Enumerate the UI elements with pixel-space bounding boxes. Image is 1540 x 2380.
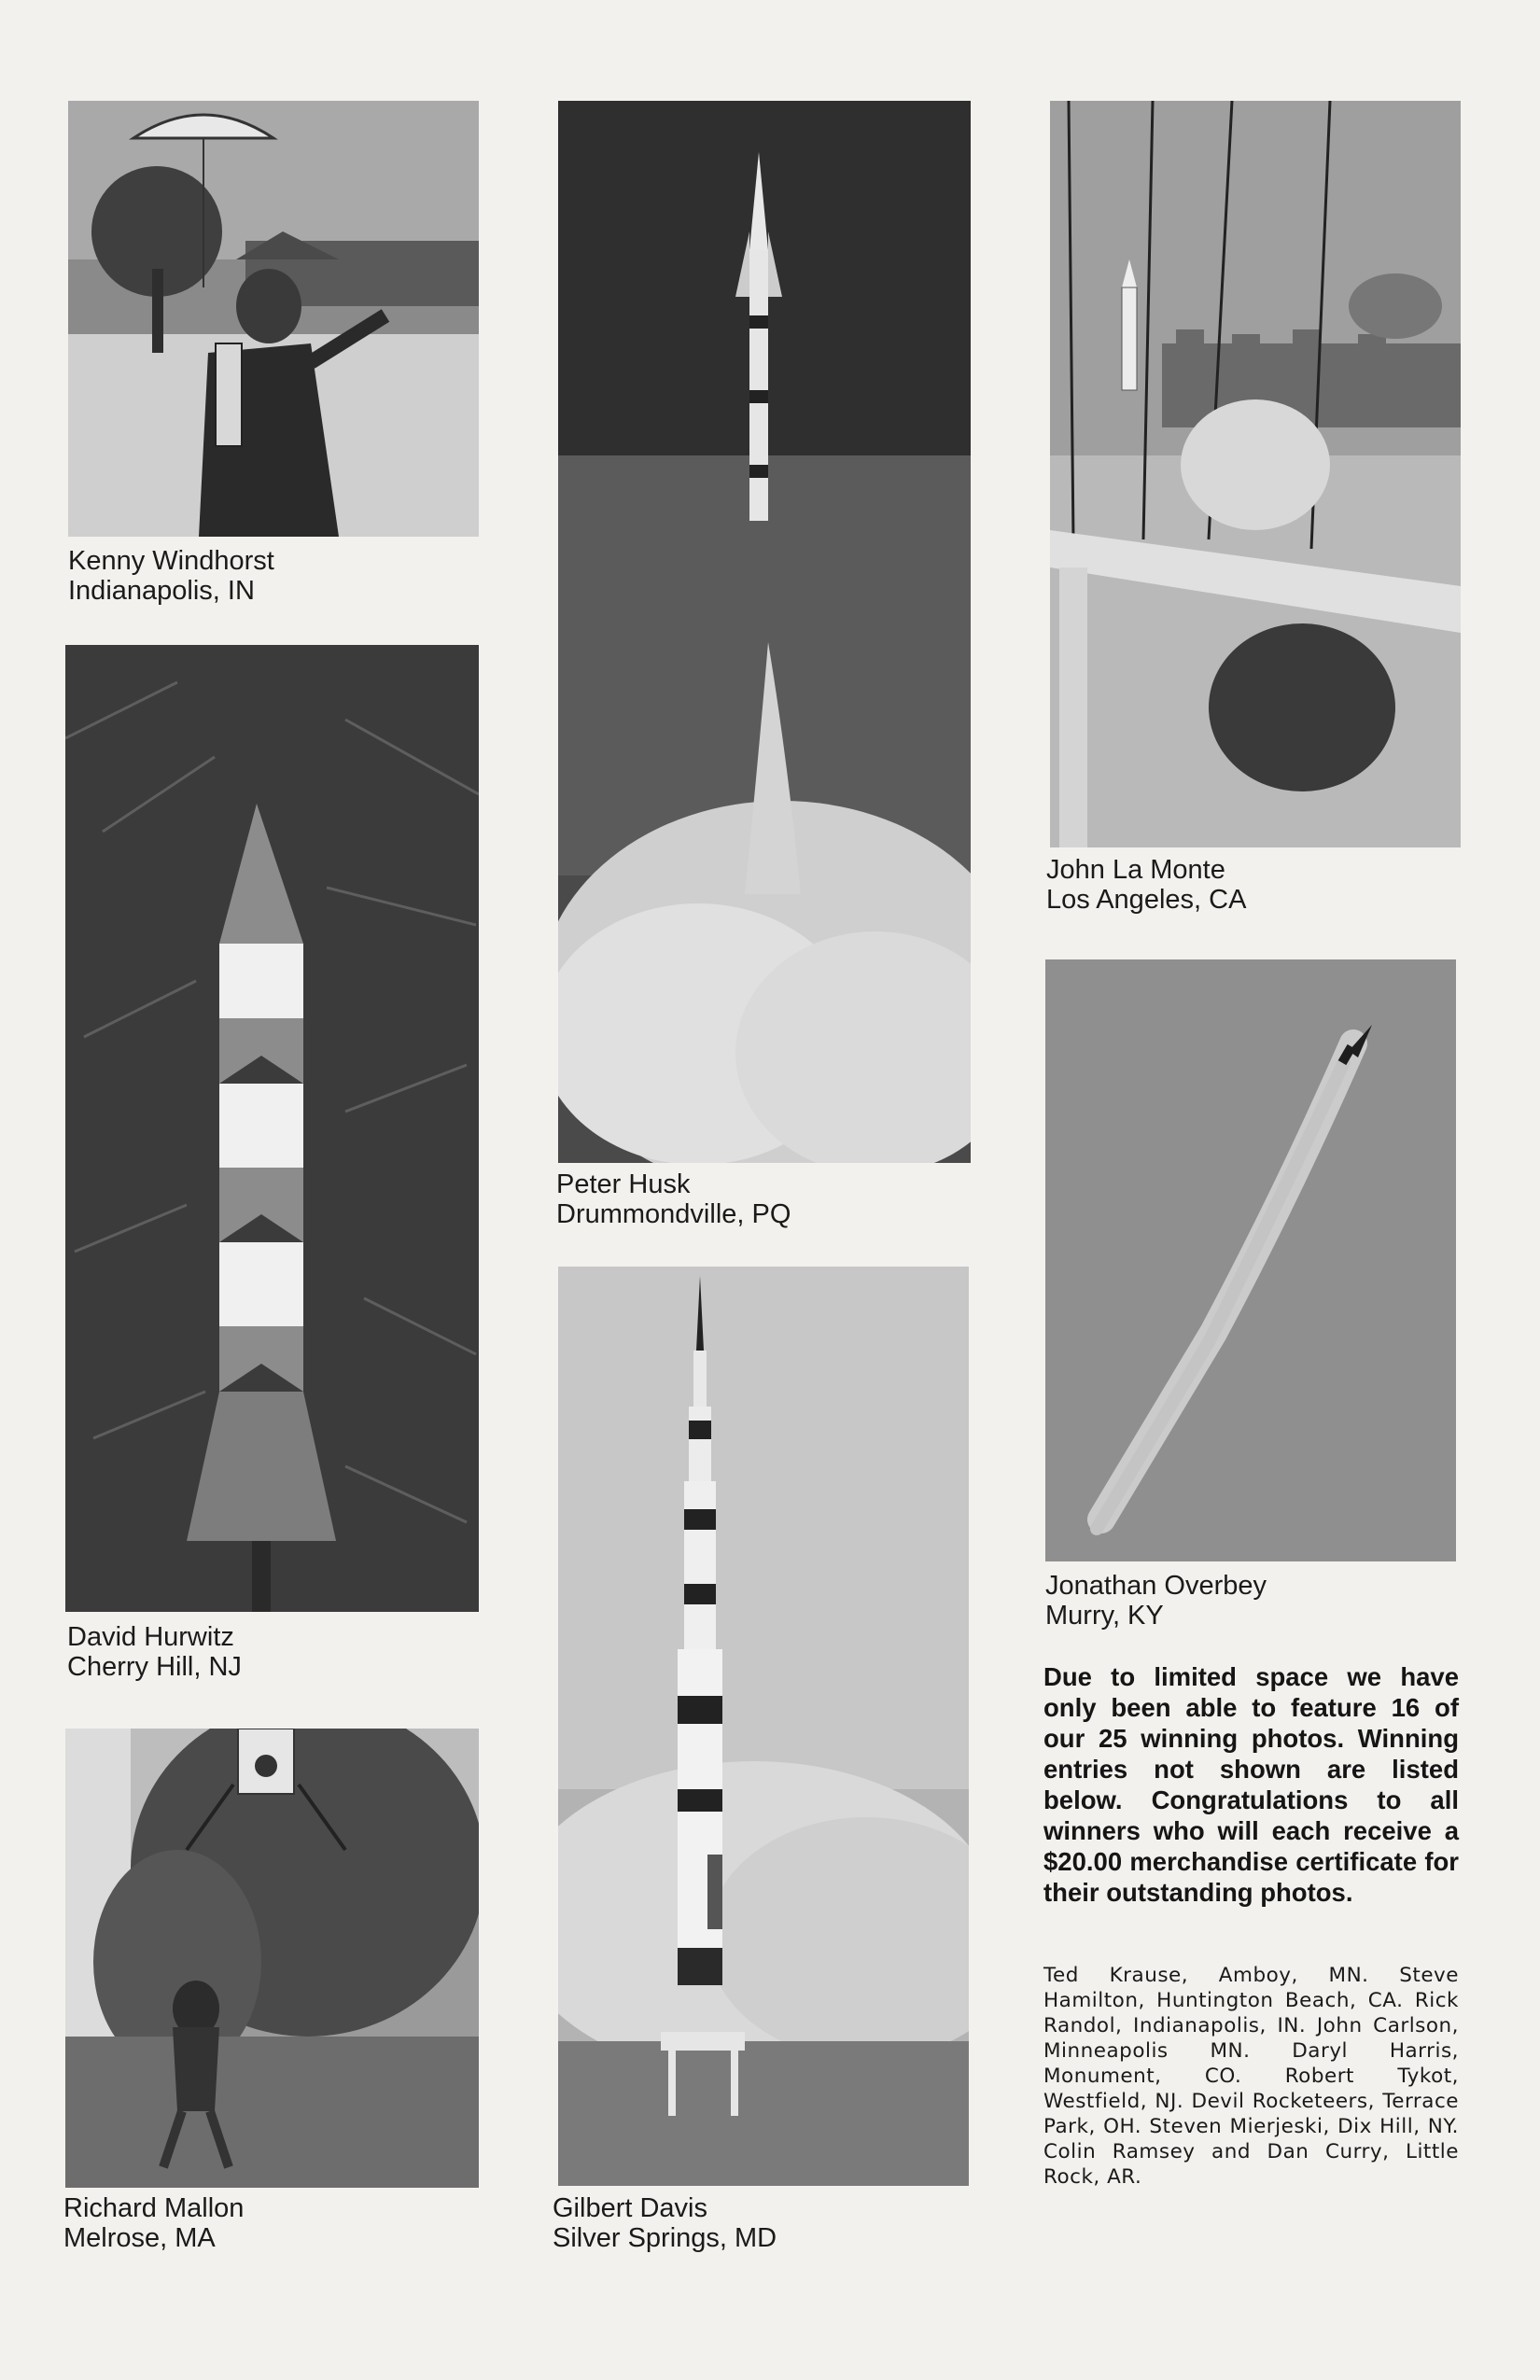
photo-richard-mallon [65, 1729, 479, 2188]
other-winners-list: Ted Krause, Amboy, MN. Steve Hamilton, Huntington Beach, CA. Rick Randol, Indianapolis, IN. John Carlson, Minneapolis MN. Daryl Harris, Monument, CO. Robert Tykot, Westfield, NJ. Devil Rocketeers, Terrace Park, OH. Steven Mierjeski, Dix Hill, NY. Colin Ramsey and Dan Curry, Little Rock, AR. [1043, 1964, 1459, 2189]
photographer-name: Jonathan Overbey [1045, 1571, 1267, 1601]
caption-kenny-windhorst [68, 546, 274, 606]
caption-gilbert-davis [553, 2193, 777, 2253]
photo-david-hurwitz [65, 645, 479, 1612]
caption-john-la-monte [1046, 855, 1246, 915]
photographer-name: Gilbert Davis [553, 2193, 707, 2223]
photo-gilbert-davis [558, 1267, 969, 2186]
photographer-location: Melrose, MA [63, 2223, 216, 2253]
caption-jonathan-overbey [1045, 1571, 1267, 1631]
photographer-name: Richard Mallon [63, 2193, 245, 2223]
photographer-location: Los Angeles, CA [1046, 885, 1247, 915]
photographer-name: John La Monte [1046, 855, 1225, 885]
photographer-name: Peter Husk [556, 1169, 691, 1199]
photo-peter-husk [558, 101, 971, 1163]
photo-jonathan-overbey [1045, 959, 1456, 1561]
photographer-location: Murry, KY [1045, 1601, 1164, 1631]
photographer-location: Silver Springs, MD [553, 2223, 777, 2253]
photo-kenny-windhorst [68, 101, 479, 537]
caption-david-hurwitz [67, 1622, 242, 1682]
caption-peter-husk [556, 1169, 791, 1229]
winners-announcement: Due to limited space we have only been able to feature 16 of our 25 winning photos. Winning entries not shown are listed below. Congratulations to all winners who will each receive a $20.00 merchandise certificate for their outstanding photos. [1043, 1662, 1459, 1907]
photographer-name: David Hurwitz [67, 1622, 234, 1652]
caption-richard-mallon [63, 2193, 244, 2253]
photographer-location: Cherry Hill, NJ [67, 1652, 242, 1682]
photo-john-la-monte [1050, 101, 1461, 847]
photographer-location: Drummondville, PQ [556, 1199, 791, 1229]
photographer-name: Kenny Windhorst [68, 546, 274, 576]
photographer-location: Indianapolis, IN [68, 576, 255, 606]
